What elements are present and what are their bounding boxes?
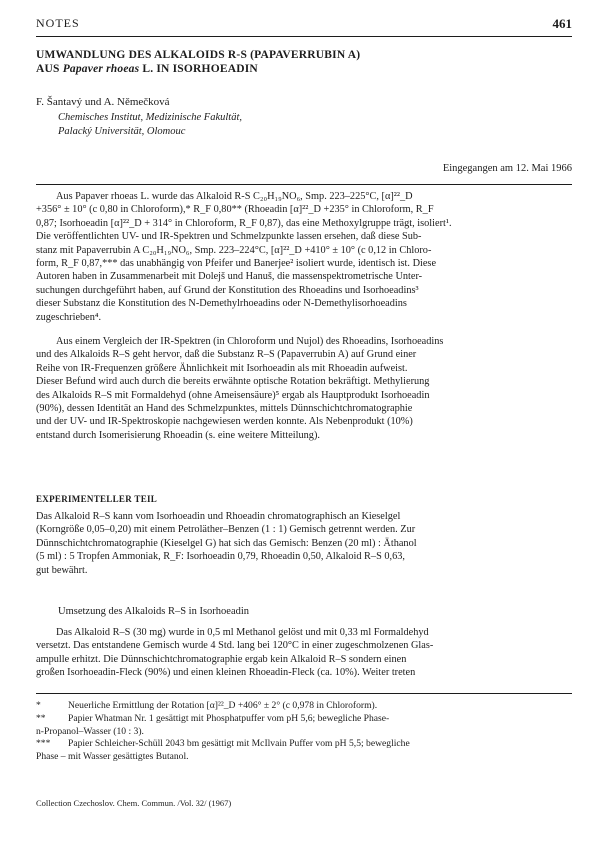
header-rule (36, 36, 572, 37)
text-line: (Korngröße 0,05–0,20) mit einem Petroläther–Benzen (1 : 1) Gemisch getrennt werden. Zur (36, 524, 416, 536)
text-line: ampulle erhitzt. Die Dünnschichtchromatographie ergab kein Alkaloid R–S sondern einen (36, 653, 407, 665)
footnote-line (36, 738, 572, 751)
footnote-rule (36, 693, 572, 694)
footnote-line (36, 726, 572, 739)
text-line: und des Alkaloids R–S geht hervor, daß die Substanz R–S (Papaverrubin A) auf Grund einer (36, 349, 417, 361)
footnote-text: n-Propanol–Wasser (10 : 3). (36, 725, 144, 737)
text-line: Dieser Befund wird auch durch die bereits erwähnte optische Rotation bekräftigt. Methylierung (36, 376, 430, 388)
footnote-line (36, 751, 572, 764)
footnote-mark: * (36, 700, 41, 711)
footnote-line (36, 713, 572, 726)
section-label: NOTES (36, 16, 80, 30)
institution-line-1: Chemisches Institut, Medizinische Fakultät, (58, 112, 243, 123)
journal-footer: Collection Czechoslov. Chem. Commun. /Vol. 32/ (1967) (36, 798, 232, 808)
article-title (36, 48, 572, 76)
text-line: (5 ml) : 5 Tropfen Ammoniak, R_F: Isorhoeadin 0,79, Rhoeadin 0,50, Alkaloid R–S 0,63, (36, 551, 405, 563)
page-number: 461 (552, 16, 572, 31)
text-line: Aus einem Vergleich der IR-Spektren (in Chloroform und Nujol) des Rhoeadins, Isorhoeadins (56, 336, 444, 347)
text-line: (90%), dessen Identität an Hand des Schmelzpunktes, mittels Dünnschichtchromatographie (36, 403, 413, 415)
footnote-text: Phase – mit Wasser gesättigtes Butanol. (36, 751, 189, 763)
text-line: Die veröffentlichten UV- und IR-Spektren und Schmelzpunkte lassen ersehen, daß diese Sub- (36, 231, 422, 243)
text-line: entstand durch Isomerisierung Rhoeadin (s. eine weitere Mitteilung). (36, 429, 320, 441)
text-line: Aus Papaver rhoeas L. wurde das Alkaloid R-S C₂₀H₁₉NO₆, Smp. 223–225°C, [α]²²_D (56, 191, 413, 202)
title-line-1: UMWANDLUNG DES ALKALOIDS R-S (PAPAVERRUBIN A) (36, 49, 361, 61)
text-line: 0,87; Isorhoeadin [α]²²_D + 314° in Chloroform, R_F 0,87), das eine Methoxylgruppe trägt, isoliert¹. (36, 217, 452, 229)
text-line: zugeschrieben⁴. (36, 311, 102, 323)
paragraph-conversion (36, 626, 572, 680)
text-line: und der UV- und IR-Spektroskopie nachgewiesen werden konnte. Als Nebenprodukt (10%) (36, 416, 413, 428)
text-line: Dünnschichtchromatographie (Kieselgel G) hat sich das Gemisch: Benzen (20 ml) : Äthanol (36, 537, 417, 549)
footnote-text: Neuerliche Ermittlung der Rotation [α]²²_D +406° ± 2° (c 0,978 in Chloroform). (68, 700, 378, 711)
text-line: des Alkaloids R–S mit Formaldehyd (ohne Ameisensäure)⁵ ergab als Hauptprodukt Isorhoeadin (36, 389, 430, 401)
text-line: Das Alkaloid R–S kann vom Isorhoeadin und Rhoeadin chromatographisch an Kieselgel (36, 511, 401, 522)
text-line: form, R_F 0,87,*** das unabhängig von Pfeifer und Banerjee² isoliert wurde, identisch ist. Diese (36, 258, 437, 270)
footnote-mark: *** (36, 738, 51, 750)
footnotes (36, 700, 572, 764)
text-line: großen Isorhoeadin-Fleck (90%) und einen kleinen Rhoeadin-Fleck (ca. 10%). Weiter treten (36, 667, 416, 679)
text-line: versetzt. Das entstandene Gemisch wurde 4 Std. lang bei 120°C in einer zugeschmolzenen Glas- (36, 640, 434, 652)
paragraph-chromatography (36, 510, 572, 577)
running-header (36, 16, 572, 34)
authors: F. Šantavý und A. Němečková (36, 96, 170, 108)
title-line-2: AUS Papaver rhoeas L. IN ISORHOEADIN (36, 63, 258, 75)
text-line: +356° ± 10° (c 0,80 in Chloroform),* R_F 0,80** (Rhoeadin [α]²²_D +235° in Chloroform, R_F (36, 204, 434, 216)
institution (58, 111, 242, 139)
text-line: Reihe von IR-Frequenzen größere Ähnlichkeit mit Isorhoeadin als mit Rhoeadin aufweist. (36, 362, 408, 374)
footnote-text: Papier Schleicher-Schüll 2043 bm gesättigt mit McIlvain Puffer vom pH 5,5; bewegliche (68, 738, 410, 750)
text-line: stanz mit Papaverrubin A C₂₀H₁₉NO₆, Smp. 223–224°C, [α]²²_D +410° ± 10° (c 0,12 in Chloro- (36, 244, 432, 256)
text-line: gut bewährt. (36, 564, 88, 576)
footnote-line (36, 700, 572, 713)
text-line: suchungen durchgeführt haben, auf Grund der Konstitution des Rhoeadins und Isorhoeadins³ (36, 284, 419, 296)
received-date: Eingegangen am 12. Mai 1966 (442, 163, 572, 174)
species-name: Papaver rhoeas (62, 63, 140, 75)
paragraph-comparison (36, 335, 572, 442)
footnote-text: Papier Whatman Nr. 1 gesättigt mit Phosphatpuffer vom pH 5,6; bewegliche Phase- (68, 712, 390, 724)
text-line: dieser Substanz die Konstitution des N-Demethylrhoeadins oder N-Demethylisorhoeadins (36, 298, 407, 310)
subsection-heading: Umsetzung des Alkaloids R–S in Isorhoeadin (58, 606, 250, 617)
institution-line-2: Palacký Universität, Olomouc (58, 126, 186, 137)
footnote-mark: ** (36, 712, 46, 724)
abstract-rule (36, 184, 572, 185)
text-line: Autoren haben in Zusammenarbeit mit Dolejš und Hanuš, die massenspektrometrische Unter- (36, 271, 423, 283)
paragraph-intro (36, 190, 572, 324)
text-line: Das Alkaloid R–S (30 mg) wurde in 0,5 ml Methanol gelöst und mit 0,33 ml Formaldehyd (56, 627, 429, 638)
experimental-heading: EXPERIMENTELLER TEIL (36, 494, 158, 504)
